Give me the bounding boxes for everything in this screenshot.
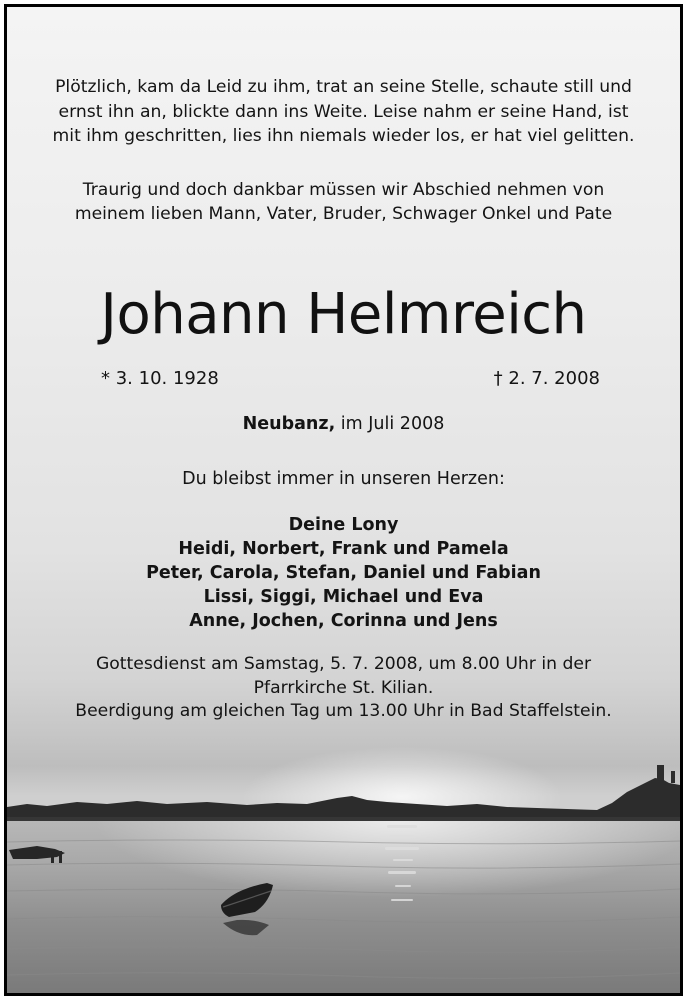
mourner-entry: Anne, Jochen, Corinna und Jens [189, 611, 498, 631]
mourner-entry: Peter, Carola, Stefan, Daniel und Fabian [146, 563, 541, 583]
death-date: † 2. 7. 2008 [493, 368, 600, 389]
service-line: Beerdigung am gleichen Tag um 13.00 Uhr in Bad Staffelstein. [75, 701, 612, 721]
mourners-list [7, 513, 680, 633]
verse-line: mit ihm geschritten, lies ihn niemals wieder los, er hat viel gelitten. [52, 126, 635, 146]
service-details [7, 653, 680, 724]
birth-date: * 3. 10. 1928 [101, 368, 219, 389]
mourner-entry: Deine Lony [288, 515, 399, 535]
verse-line: ernst ihn an, blickte dann ins Weite. Leise nahm er seine Hand, ist [58, 101, 629, 122]
lake-sunset-photo [7, 7, 680, 993]
mourner-entry: Heidi, Norbert, Frank und Pamela [178, 539, 509, 559]
deceased-name: Johann Helmreich [100, 282, 587, 347]
verse-line: Plötzlich, kam da Leid zu ihm, trat an seine Stelle, schaute still und [55, 77, 632, 97]
opening-verse [7, 75, 680, 149]
intro-line: Traurig und doch dankbar müssen wir Abschied nehmen von [82, 180, 605, 200]
service-line: Pfarrkirche St. Kilian. [253, 677, 434, 698]
farewell-message: Du bleibst immer in unseren Herzen: [182, 469, 505, 489]
farewell-intro [7, 178, 680, 226]
church-tower-silhouette [657, 765, 664, 783]
mourner-entry: Lissi, Siggi, Michael und Eva [203, 587, 484, 607]
place-name: Neubanz, [242, 414, 336, 434]
intro-line: meinem lieben Mann, Vater, Bruder, Schwager Onkel und Pate [74, 204, 613, 224]
obituary-notice [4, 4, 683, 996]
notice-date: im Juli 2008 [335, 414, 445, 434]
service-line: Gottesdienst am Samstag, 5. 7. 2008, um 8.00 Uhr in der [95, 654, 592, 674]
place-and-date [7, 412, 680, 436]
